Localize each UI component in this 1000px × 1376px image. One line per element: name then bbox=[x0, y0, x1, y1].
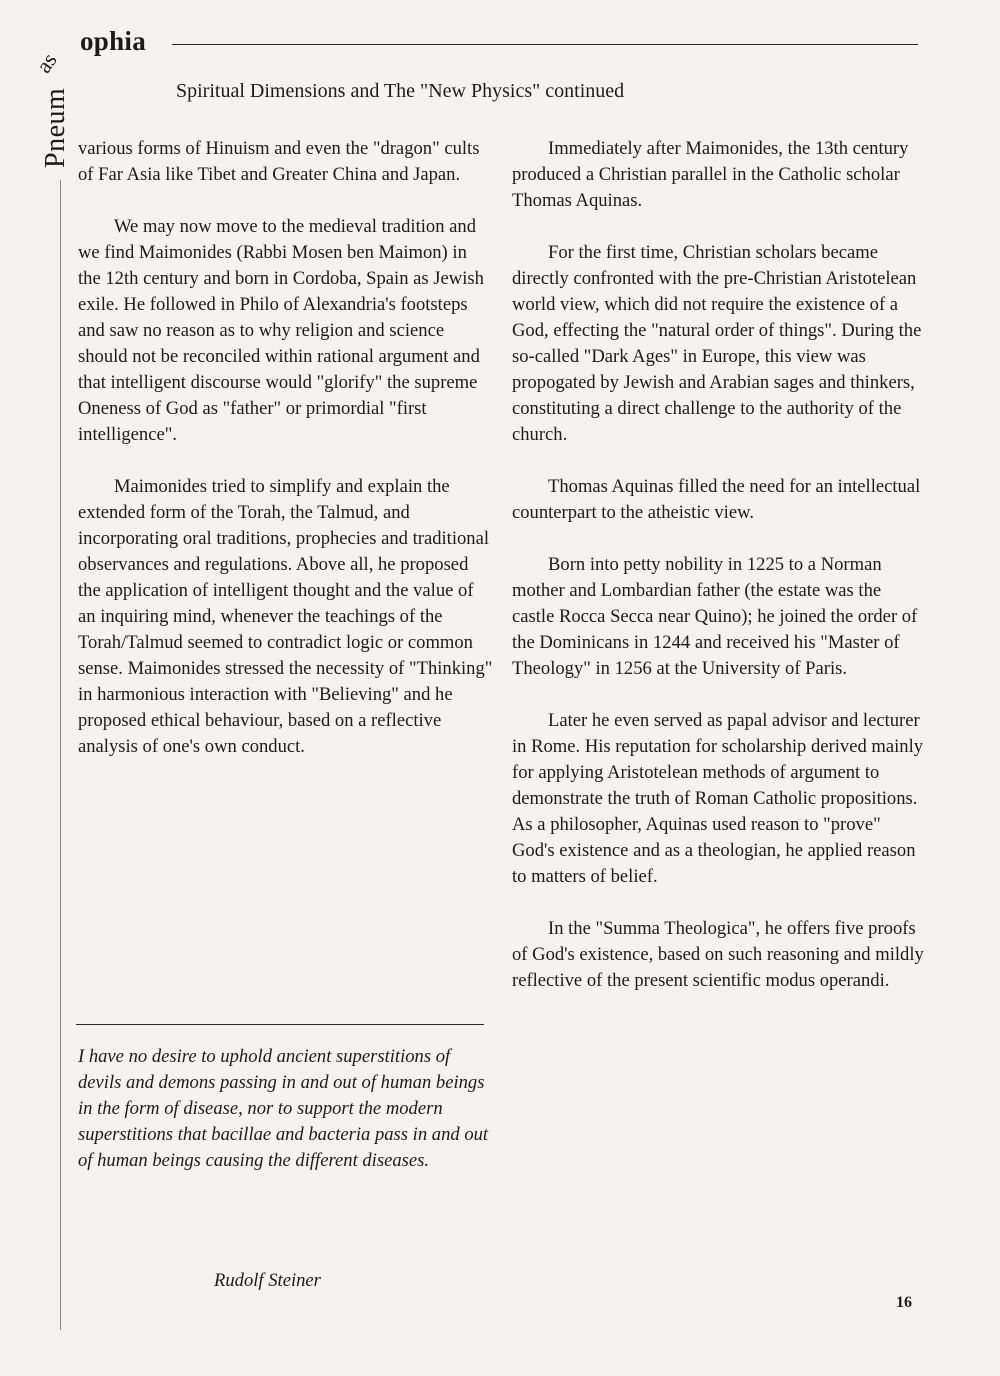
masthead-logo-horizontal: ophia bbox=[80, 26, 147, 56]
masthead-logo-vertical: Pneum bbox=[40, 87, 71, 168]
left-paragraph-2: We may now move to the medieval tradition and we find Maimonides (Rabbi Mosen ben Maimon) in the 12th century and born in Cordoba, Spain as Jewish exile. He followed in Philo of Alexandria's footsteps and saw no reason as to why religion and science should not be reconciled within rational argument and that intelligent discourse would "glorify" the supreme Oneness of God as "father" or primordial "first intelligence". bbox=[78, 216, 484, 445]
right-paragraph-2: For the first time, Christian scholars became directly confronted with the pre-Christian Aristotelean world view, which did not require the existence of a God, effecting the "natural order of things". During the so-called "Dark Ages" in Europe, this view was propogated by Jewish and Arabian sages and thinkers, constituting a direct challenge to the authority of the church. bbox=[512, 242, 922, 445]
masthead-logo-as: as bbox=[30, 48, 62, 78]
right-paragraph-1: Immediately after Maimonides, the 13th century produced a Christian parallel in the Catholic scholar Thomas Aquinas. bbox=[512, 138, 909, 211]
right-paragraph-4: Born into petty nobility in 1225 to a Norman mother and Lombardian father (the estate was the castle Rocca Secca near Quino); he joined the order of the Dominicans in 1244 and received his "Master of Theology" in 1256 at the University of Paris. bbox=[512, 554, 918, 679]
left-paragraph-3: Maimonides tried to simplify and explain the extended form of the Torah, the Talmud, and incorporating oral traditions, prophecies and traditional observances and regulations. Above all, he proposed the application of intelligent thought and the value of an inquiring mind, whenever the teachings of the Torah/Talmud seemed to contradict logic or common sense. Maimonides stressed the necessity of "Thinking" in harmonious interaction with "Believing" and he proposed ethical behaviour, based on a reflective analysis of one's own conduct. bbox=[78, 476, 493, 757]
left-column bbox=[78, 136, 494, 786]
quote-author: Rudolf Steiner bbox=[214, 1270, 321, 1291]
left-paragraph-1: various forms of Hinuism and even the "dragon" cults of Far Asia like Tibet and Greater China and Japan. bbox=[78, 138, 480, 185]
article-subtitle: Spiritual Dimensions and The "New Physics" continued bbox=[176, 80, 625, 102]
right-paragraph-3: Thomas Aquinas filled the need for an intellectual counterpart to the atheistic view. bbox=[512, 476, 921, 523]
pull-quote: I have no desire to uphold ancient superstitions of devils and demons passing in and out of human beings in the form of disease, nor to support the modern superstitions that bacillae and bacteria pass in and out of human beings causing the different diseases. bbox=[78, 1046, 489, 1171]
right-paragraph-6: In the "Summa Theologica", he offers five proofs of God's existence, based on such reasoning and mildly reflective of the present scientific modus operandi. bbox=[512, 918, 924, 991]
left-margin-divider bbox=[60, 180, 61, 1330]
header-divider bbox=[172, 44, 918, 45]
quote-divider bbox=[76, 1024, 484, 1025]
page-number: 16 bbox=[896, 1294, 912, 1311]
right-column bbox=[512, 136, 924, 1020]
right-paragraph-5: Later he even served as papal advisor and lecturer in Rome. His reputation for scholarship derived mainly for applying Aristotelean methods of argument to demonstrate the truth of Roman Catholic propositions. As a philosopher, Aquinas used reason to "prove" God's existence and as a theologian, he applied reason to matters of belief. bbox=[512, 710, 924, 887]
